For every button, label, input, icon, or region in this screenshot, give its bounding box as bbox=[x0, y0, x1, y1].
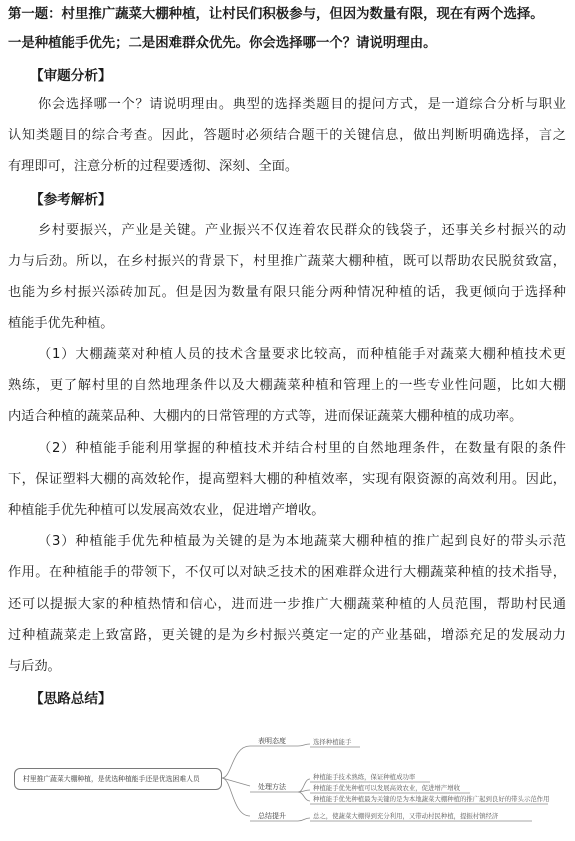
para4-line-2: 作用。在种植能手的带领下，不仅可以对缺乏技术的困难群众进行大棚蔬菜种植的技术指导， bbox=[8, 565, 566, 580]
analysis-heading: 【审题分析】 bbox=[30, 68, 112, 84]
para1-line-3: 也能为乡村振兴添砖加瓦。但是因为数量有限只能分两种情况种植的话，我更倾向于选择种 bbox=[8, 285, 566, 300]
mind-map-item: 总之，使蔬菜大棚得到充分利用，又带动村民种植，提振村镇经济 bbox=[313, 812, 499, 820]
para2-line-2: 熟练，更了解村里的自然地理条件以及大棚蔬菜种植和管理上的一些专业性问题，比如大棚 bbox=[8, 378, 566, 393]
mind-map-root: 村里推广蔬菜大棚种植，是优选种植能手还是优选困难人员 bbox=[14, 768, 222, 790]
para1-line-1: 乡村要振兴，产业是关键。产业振兴不仅连着农民群众的钱袋子，还事关乡村振兴的动 bbox=[38, 223, 566, 238]
para1-line-2: 力与后劲。所以，在乡村振兴的背景下，村里推广蔬菜大棚种植，既可以帮助农民脱贫致富， bbox=[8, 254, 566, 269]
para4-line-1: （3）种植能手优先种植最为关键的是为本地蔬菜大棚种植的推广起到良好的带头示范 bbox=[38, 534, 566, 549]
para2-line-3: 内适合种植的蔬菜品种、大棚内的日常管理的方式等，进而保证蔬菜大棚种植的成功率。 bbox=[8, 409, 523, 424]
analysis-line-1: 你会选择哪一个？请说明理由。典型的选择类题目的提问方式，是一道综合分析与职业 bbox=[38, 97, 566, 112]
mind-map-item: 种植能手优先种植可以发展高效农业，促进增产增收 bbox=[313, 784, 460, 792]
analysis-line-3: 有理即可，注意分析的过程要透彻、深刻、全面。 bbox=[8, 159, 299, 174]
mind-map-item: 种植能手优先种植最为关键的是为本地蔬菜大棚种植的推广起到良好的带头示范作用 bbox=[313, 795, 550, 803]
question-line-2: 一是种植能手优先；二是困难群众优先。你会选择哪一个？请说明理由。 bbox=[8, 36, 437, 51]
mind-map-item: 选择种植能手 bbox=[313, 738, 352, 746]
para3-line-2: 下，保证塑料大棚的高效轮作，提高塑料大棚的种植效率，实现有限资源的高效利用。因此， bbox=[8, 472, 566, 487]
para4-line-5: 与后劲。 bbox=[8, 659, 61, 674]
para4-line-3: 还可以提振大家的种植热情和信心，进而进一步推广大棚蔬菜种植的人员范围，帮助村民通 bbox=[8, 597, 566, 612]
mind-map-branch-summary: 总结提升 bbox=[258, 812, 286, 820]
mind-map-branch-method: 处理方法 bbox=[258, 783, 286, 791]
analysis-line-2: 认知类题目的综合考查。因此，答题时必须结合题干的关键信息，做出判断明确选择，言之 bbox=[8, 128, 566, 143]
reference-heading: 【参考解析】 bbox=[30, 192, 112, 208]
para1-line-4: 植能手优先种植。 bbox=[8, 316, 114, 331]
para4-line-4: 过种植蔬菜走上致富路，更关键的是为乡村振兴奠定一定的产业基础，增添充足的发展动力 bbox=[8, 628, 566, 643]
para3-line-1: （2）种植能手能利用掌握的种植技术并结合村里的自然地理条件，在数量有限的条件 bbox=[38, 441, 566, 456]
mind-map-item: 种植能手技术熟练，保证种植成功率 bbox=[313, 773, 416, 781]
mind-map-branch-attitude: 表明态度 bbox=[258, 737, 286, 745]
summary-heading: 【思路总结】 bbox=[30, 691, 112, 707]
question-line-1: 第一题：村里推广蔬菜大棚种植，让村民们积极参与，但因为数量有限，现在有两个选择。 bbox=[8, 7, 544, 22]
para2-line-1: （1）大棚蔬菜对种植人员的技术含量要求比较高，而种植能手对蔬菜大棚种植技术更 bbox=[38, 347, 566, 362]
para3-line-3: 种植能手优先种植可以发展高效农业，促进增产增收。 bbox=[8, 503, 325, 518]
